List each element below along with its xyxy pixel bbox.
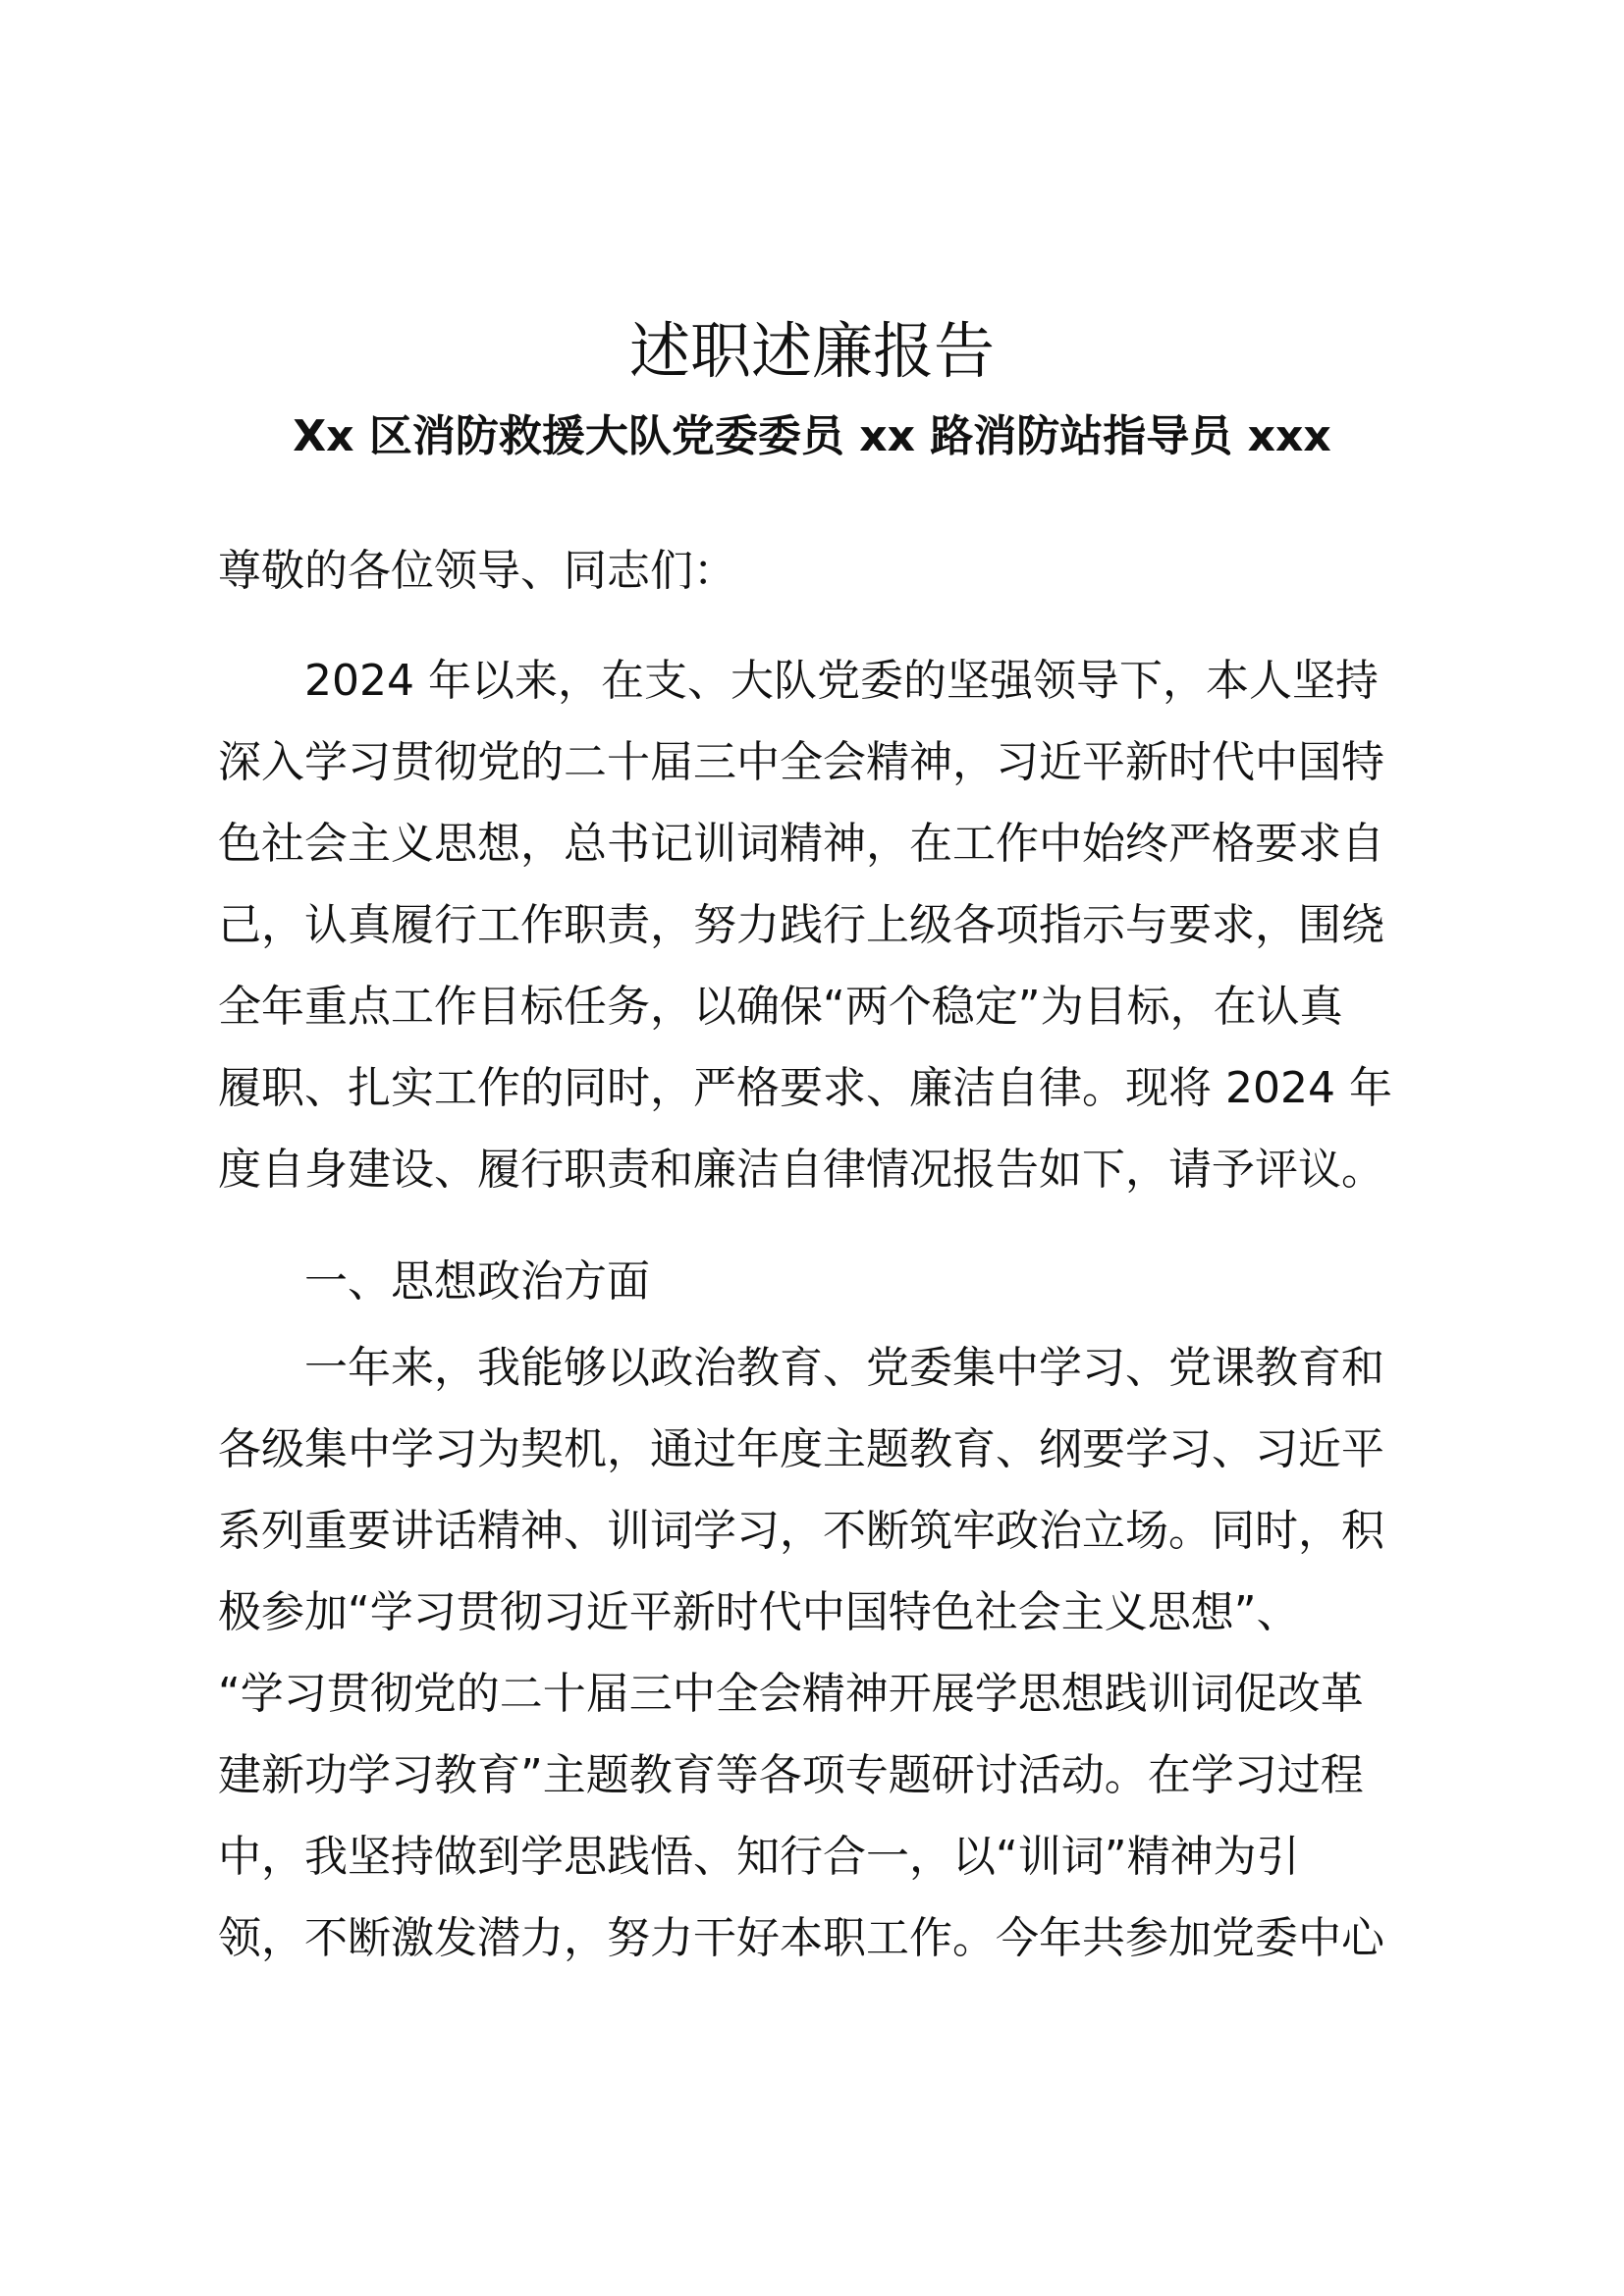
paragraph-1-line: 2024 年以来，在支、大队党委的坚强领导下，本人坚持: [304, 656, 1379, 706]
paragraph-1-line: 深入学习贯彻党的二十届三中全会精神，习近平新时代中国特: [218, 737, 1384, 787]
paragraph-2-line: 中，我坚持做到学思践悟、知行合一，以“训词”精神为引: [218, 1832, 1300, 1882]
document-title: 述职述廉报告: [628, 315, 995, 387]
paragraph-1-line: 履职、扎实工作的同时，严格要求、廉洁自律。现将 2024 年: [218, 1063, 1392, 1113]
paragraph-1-line: 全年重点工作目标任务，以确保“两个稳定”为目标，在认真: [218, 982, 1343, 1032]
paragraph-2-line: “学习贯彻党的二十届三中全会精神开展学思想践训词促改革: [218, 1669, 1364, 1719]
paragraph-1-line: 度自身建设、履行职责和廉洁自律情况报告如下，请予评议。: [218, 1145, 1384, 1195]
paragraph-1-line: 己，认真履行工作职责，努力践行上级各项指示与要求，围绕: [218, 900, 1384, 950]
document-subtitle: Xx 区消防救援大队党委委员 xx 路消防站指导员 xxx: [293, 411, 1331, 461]
paragraph-2-line: 极参加“学习贯彻习近平新时代中国特色社会主义思想”、: [218, 1587, 1300, 1637]
paragraph-2-line: 领，不断激发潜力，努力干好本职工作。今年共参加党委中心: [218, 1913, 1384, 1963]
section-heading: 一、思想政治方面: [304, 1256, 650, 1307]
paragraph-2-line: 建新功学习教育”主题教育等各项专题研讨活动。在学习过程: [218, 1750, 1364, 1800]
greeting: 尊敬的各位领导、同志们：: [218, 546, 736, 596]
paragraph-1-line: 色社会主义思想，总书记训词精神，在工作中始终严格要求自: [218, 819, 1384, 869]
paragraph-2-line: 一年来，我能够以政治教育、党委集中学习、党课教育和: [304, 1343, 1384, 1393]
paragraph-2-line: 系列重要讲话精神、训词学习，不断筑牢政治立场。同时，积: [218, 1506, 1384, 1556]
paragraph-2-line: 各级集中学习为契机，通过年度主题教育、纲要学习、习近平: [218, 1424, 1384, 1474]
